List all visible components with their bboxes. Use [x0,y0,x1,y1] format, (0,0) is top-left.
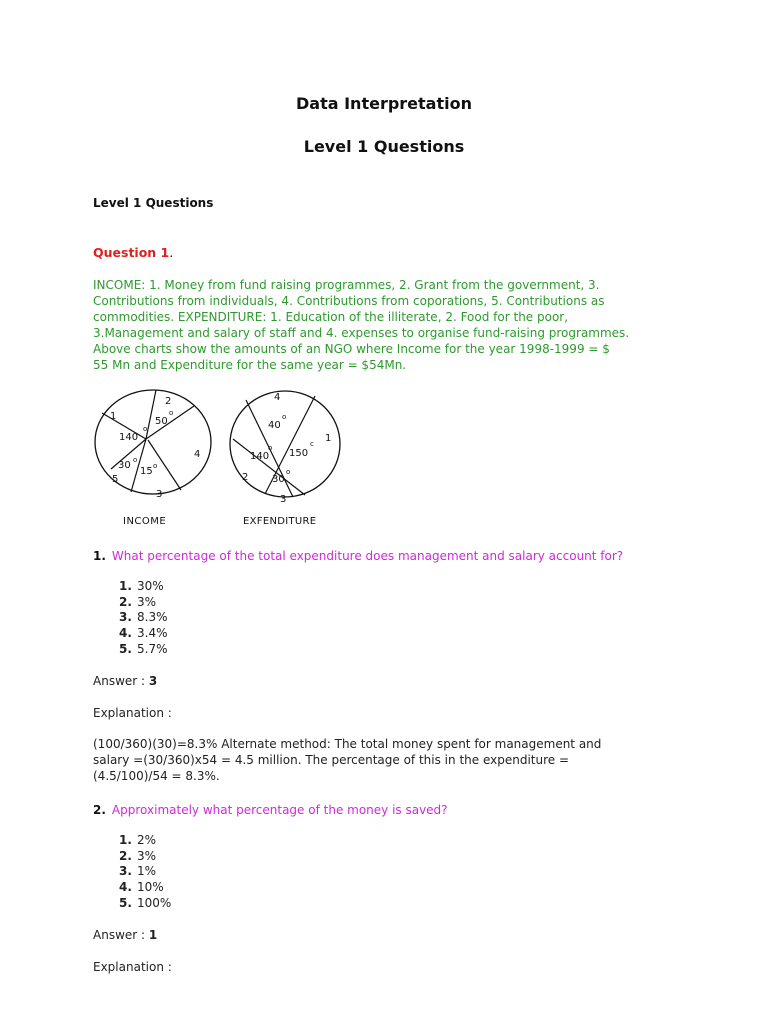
option-text: 30% [137,579,164,593]
answer-value: 3 [148,674,158,688]
income-label: 15 [140,466,153,477]
income-label: o [169,409,174,417]
question-number: 2. [93,803,106,817]
option-number: 2. [119,594,132,609]
question-text: Approximately what percentage of the money is saved? [111,803,448,817]
option-text: 100% [137,895,172,910]
page-title: Data Interpretation [296,94,472,113]
expenditure-pie [230,391,340,527]
question-1 [93,548,623,564]
answer-2 [93,927,157,943]
explanation-1 [93,736,733,784]
option-number: 5. [119,641,132,656]
option-item[interactable] [119,610,168,626]
explanation-label: Explanation : [93,706,172,720]
income-label: 1 [110,411,117,422]
answer-1 [93,673,157,689]
option-number: 4. [119,880,132,895]
option-number: 1. [119,579,132,593]
expenditure-label: c [310,440,314,448]
option-text: 3% [137,848,157,863]
income-label: o [133,456,138,464]
expenditure-label: 40 [268,420,281,431]
expenditure-label: 30 [272,474,285,485]
intro-line: commodities. EXPENDITURE: 1. Education of the illiterate, 2. Food for the poor, [93,310,569,324]
option-item[interactable] [119,626,168,642]
option-number: 3. [119,610,132,625]
option-text: 2% [137,833,157,847]
option-item[interactable] [119,896,171,912]
income-label: 30 [118,460,131,471]
intro-line: 55 Mn and Expenditure for the same year = $54Mn. [93,358,407,372]
expenditure-label: 140 [250,451,270,462]
option-text: 3% [137,594,157,609]
income-label: 5 [112,474,119,485]
explanation-line: (100/360)(30)=8.3% Alternate method: The total money spent for management and [93,737,602,751]
question-label-punct: . [169,245,174,260]
option-number: 3. [119,864,132,879]
option-item[interactable] [119,833,171,849]
option-text: 1% [137,864,157,879]
option-item[interactable] [119,864,171,880]
question-label [93,245,173,260]
expenditure-label: 1 [325,433,332,444]
expenditure-label: o [286,468,291,476]
intro-line: Above charts show the amounts of an NGO where Income for the year 1998-1999 = $ [93,342,610,356]
option-number: 5. [119,895,132,910]
option-text: 10% [137,880,164,895]
expenditure-label: o [282,413,287,421]
section-heading: Level 1 Questions [93,196,214,210]
expenditure-label: 4 [274,392,281,403]
option-item[interactable] [119,579,168,595]
question-2-options [119,833,171,912]
option-text: 3.4% [137,626,168,641]
page-subtitle: Level 1 Questions [303,137,465,156]
option-text: 5.7% [137,641,168,656]
expenditure-label: o [268,444,273,452]
question-1-options [119,579,168,658]
income-label: 50 [155,416,168,427]
answer-value: 1 [148,928,158,942]
intro-line: INCOME: 1. Money from fund raising programmes, 2. Grant from the government, 3. [93,278,600,292]
income-label: o [153,462,158,470]
expenditure-label: 2 [242,472,249,483]
question-intro [93,277,733,373]
question-label-text: Question 1 [93,245,170,260]
explanation-label: Explanation : [93,960,172,974]
option-text: 8.3% [137,610,168,625]
question-2 [93,802,448,818]
answer-label: Answer : [93,674,146,688]
income-label: 4 [194,449,201,460]
option-number: 1. [119,833,132,847]
option-item[interactable] [119,849,171,865]
expenditure-label: 150 [289,448,309,459]
explanation-line: (4.5/100)/54 = 8.3%. [93,769,220,783]
income-slice-divider [146,390,156,439]
income-label: o [143,425,148,433]
income-title: INCOME [123,516,167,527]
option-number: 4. [119,626,132,641]
pie-charts-figure [85,384,345,534]
answer-label: Answer : [93,928,146,942]
intro-line: Contributions from individuals, 4. Contributions from coporations, 5. Contributions as [93,294,605,308]
explanation-line: salary =(30/360)x54 = 4.5 million. The percentage of this in the expenditure = [93,753,570,767]
question-number: 1. [93,549,106,563]
question-text: What percentage of the total expenditure does management and salary account for? [111,549,624,563]
expenditure-title: EXFENDITURE [243,516,317,527]
intro-line: 3.Management and salary of staff and 4. expenses to organise fund-raising programmes. [93,326,630,340]
income-label: 140 [119,432,139,443]
income-pie [95,390,211,527]
income-label: 3 [156,489,163,500]
expenditure-label: 3 [280,494,287,505]
option-item[interactable] [119,880,171,896]
income-label: 2 [165,396,172,407]
option-item[interactable] [119,595,168,611]
option-number: 2. [119,848,132,863]
option-item[interactable] [119,642,168,658]
